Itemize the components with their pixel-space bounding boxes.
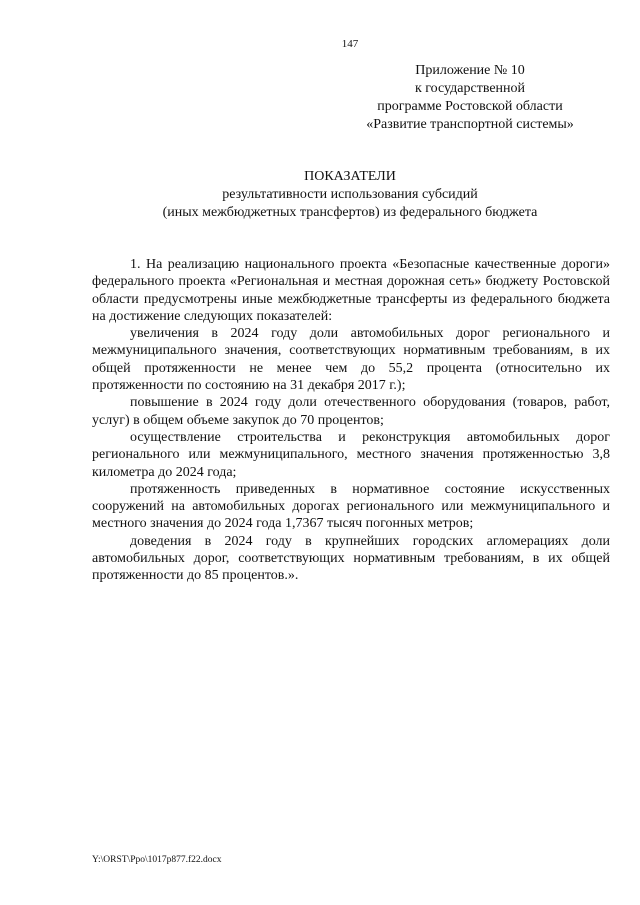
appendix-line: Приложение № 10 [415,63,525,78]
heading-title: ПОКАЗАТЕЛИ [304,169,396,184]
appendix-line: к государственной [414,81,526,96]
document-heading [40,168,640,222]
body-text [92,256,610,585]
body-paragraph: 1. На реализацию национального проекта «Безопасные качественные дороги» федерального проекта «Региональная и местная дорожная сеть» бюджету Ростовской области предусмотрены иные межбюджетные трансферты из федерального бюджета на достижение следующих показателей: [92,257,610,324]
body-paragraph: повышение в 2024 году доли отечественного оборудования (товаров, работ, услуг) в общем объеме закупок до 70 процентов; [92,395,610,428]
appendix-block [340,62,600,134]
body-paragraph: осуществление строительства и реконструкция автомобильных дорог регионального или межмуниципального, местного значения протяженностью 3,8 километра до 2024 года; [92,429,610,480]
body-paragraph: протяженность приведенных в нормативное состояние искусственных сооружений на автомобильных дорогах регионального или межмуниципального и местного значения до 2024 года 1,7367 тысяч погонных метров; [92,481,610,532]
appendix-line: «Развитие транспортной системы» [366,117,574,132]
footer-file-path: Y:\ORST\Ppo\1017p877.f22.docx [92,855,222,865]
page-number: 147 [341,38,359,50]
appendix-line: программе Ростовской области [377,99,563,114]
body-paragraph: доведения в 2024 году в крупнейших городских агломерациях доли автомобильных дорог, соответствующих нормативным требованиям, в их общей протяженности до 85 процентов.». [92,533,610,584]
heading-subtitle: результативности использования субсидий [222,187,478,202]
heading-subtitle: (иных межбюджетных трансфертов) из федерального бюджета [162,205,538,220]
body-paragraph: увеличения в 2024 году доли автомобильных дорог регионального и межмуниципального значения, соответствующих нормативным требованиям, в их общей протяженности не менее чем до 55,2 процента (относительно их протяженности по состоянию на 31 декабря 2017 г.); [92,326,610,394]
